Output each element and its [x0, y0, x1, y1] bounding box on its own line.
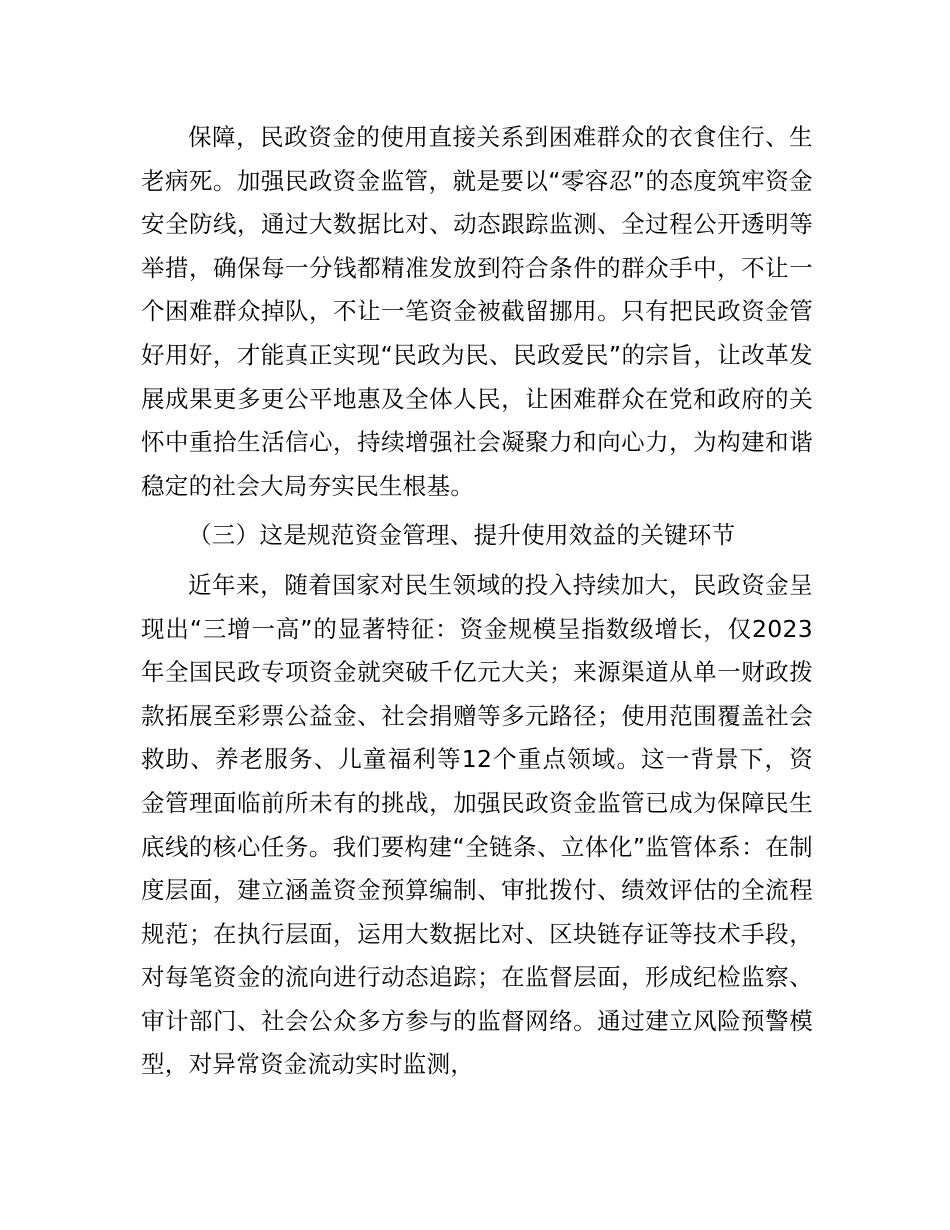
- paragraph-1: 保障，民政资金的使用直接关系到困难群众的衣食住行、生老病死。加强民政资金监管，就是要以“零容忍”的态度筑牢资金安全防线，通过大数据比对、动态跟踪监测、全过程公开透明等举措，确保每一分钱都精准发放到符合条件的群众手中，不让一个困难群众掉队，不让一笔资金被截留挪用。只有把民政资金管好用好，才能真正实现“民政为民、民政爱民”的宗旨，让改革发展成果更多更公平地惠及全体人民，让困难群众在党和政府的关怀中重拾生活信心，持续增强社会凝聚力和向心力，为构建和谐稳定的社会大局夯实民生根基。: [141, 123, 813, 500]
- document-body: [141, 116, 813, 1087]
- section-heading: （三）这是规范资金管理、提升使用效益的关键环节: [188, 521, 736, 550]
- paragraph-2: 近年来，随着国家对民生领域的投入持续加大，民政资金呈现出“三增一高”的显著特征：资金规模呈指数级增长，仅2023年全国民政专项资金就突破千亿元大关；来源渠道从单一财政拨款拓展至彩票公益金、社会捐赠等多元路径；使用范围覆盖社会救助、养老服务、儿童福利等12个重点领域。这一背景下，资金管理面临前所未有的挑战，加强民政资金监管已成为保障民生底线的核心任务。我们要构建“全链条、立体化”监管体系：在制度层面，建立涵盖资金预算编制、审批拨付、绩效评估的全流程规范；在执行层面，运用大数据比对、区块链存证等技术手段，对每笔资金的流向进行动态追踪；在监督层面，形成纪检监察、审计部门、社会公众多方参与的监督网络。通过建立风险预警模型，对异常资金流动实时监测，: [141, 570, 813, 1079]
